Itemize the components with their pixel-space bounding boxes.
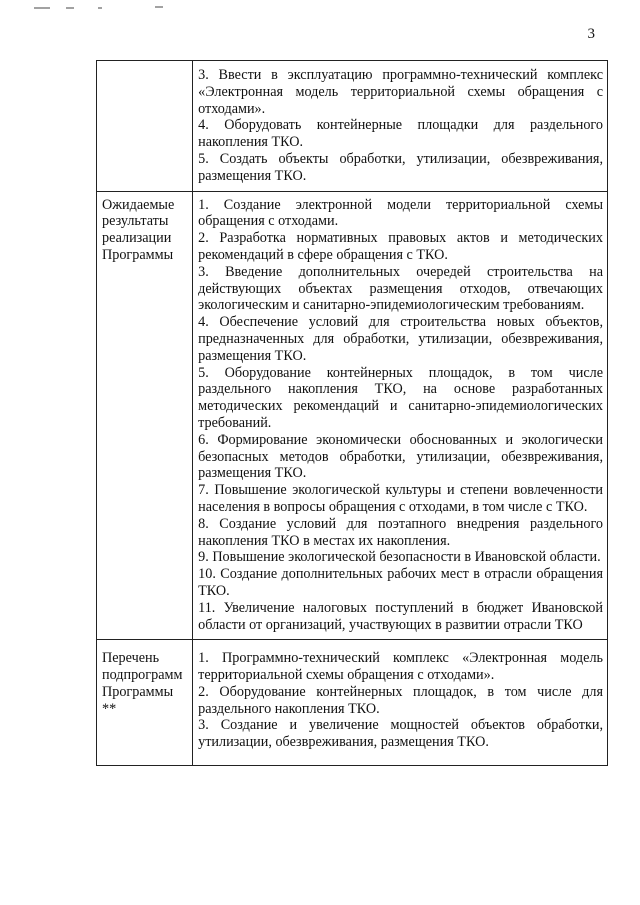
scan-artifacts — [0, 0, 640, 20]
list-item: 4. Оборудовать контейнерные площадки для раздельного накопления ТКО. — [198, 117, 603, 151]
list-item: 6. Формирование экономически обоснованных и экологически безопасных методов обработки, утилизации, обезвреживания, размещения ТКО. — [198, 431, 603, 482]
list-item: 1. Программно-технический комплекс «Электронная модель территориальной схемы обращения с отходами». — [198, 650, 603, 684]
scan-mark — [34, 7, 50, 9]
list-item: 2. Оборудование контейнерных площадок, в том числе для раздельного накопления ТКО. — [198, 683, 603, 717]
row-label: Перечень подпрограмм Программы ** — [97, 640, 193, 766]
passport-table — [96, 60, 608, 766]
list-item: 11. Увеличение налоговых поступлений в бюджет Ивановской области от организаций, участвующих в развитии отрасли ТКО — [198, 599, 603, 633]
list-item: 3. Ввести в эксплуатацию программно-технический комплекс «Электронная модель территориальной схемы обращения с отходами». — [198, 67, 603, 117]
table-row-tasks-continued — [97, 61, 608, 192]
row-label — [97, 61, 193, 192]
list-item: 10. Создание дополнительных рабочих мест в отрасли обращения ТКО. — [198, 566, 603, 599]
list-item: 5. Оборудование контейнерных площадок, в том числе раздельного накопления ТКО, на основе разработанных методических рекомендаций и санитарно-эпидемиологических требований. — [198, 364, 603, 431]
row-content — [193, 191, 608, 640]
row-content — [193, 61, 608, 192]
table-row-expected-results — [97, 191, 608, 640]
list-item: 8. Создание условий для поэтапного внедрения раздельного накопления ТКО в местах их накопления. — [198, 515, 603, 549]
page-number: 3 — [587, 26, 595, 42]
row-label: Ожидаемые результаты реализации Программы — [97, 191, 193, 640]
list-item: 7. Повышение экологической культуры и степени вовлеченности населения в вопросы обращения с отходами, в том числе с ТКО. — [198, 482, 603, 515]
scan-mark — [98, 7, 102, 9]
row-content — [193, 640, 608, 766]
scan-mark — [155, 6, 163, 8]
list-item: 3. Создание и увеличение мощностей объектов обработки, утилизации, обезвреживания, размещения ТКО. — [198, 717, 603, 751]
scan-mark — [66, 7, 74, 9]
list-item: 4. Обеспечение условий для строительства новых объектов, предназначенных для обработки, утилизации, обезвреживания, размещения ТКО. — [198, 314, 603, 364]
table-row-subprograms — [97, 640, 608, 766]
list-item: 1. Создание электронной модели территориальной схемы обращения с отходами. — [198, 196, 603, 230]
list-item: 9. Повышение экологической безопасности в Ивановской области. — [198, 549, 601, 566]
list-item: 3. Введение дополнительных очередей строительства на действующих объектах размещения отходов, отвечающих экологическим и санитарно-эпидемиологическим требованиям. — [198, 263, 603, 314]
list-item: 2. Разработка нормативных правовых актов и методических рекомендаций в сфере обращения с ТКО. — [198, 230, 603, 263]
list-item: 5. Создать объекты обработки, утилизации, обезвреживания, размещения ТКО. — [198, 150, 603, 184]
